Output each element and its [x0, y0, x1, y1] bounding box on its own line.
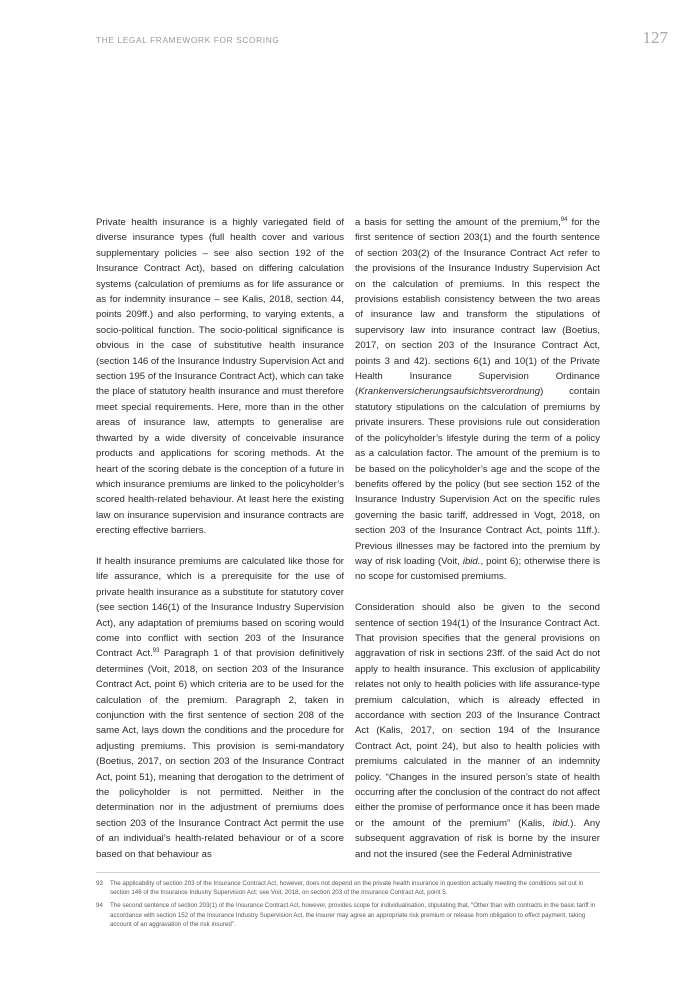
running-head: THE LEGAL FRAMEWORK FOR SCORING — [96, 35, 280, 45]
footnote-number: 94 — [96, 902, 103, 910]
paragraph — [355, 600, 600, 862]
text-run: for the first sentence of section 203(1) and the fourth sentence of section 203(2) of the Insurance Contract Act refer to the provisions of the Insurance Industry Supervision Act on the calculation of premiums. In this respect the provisions establish consistency between the two areas of insurance law and transform the stipulations of supervisory law into insurance contract law (Boetius, 2017, on section 203 of the Insurance Contract Act, points 3 and 42). sections 6(1) and 10(1) of the Private Health Insurance Supervision Ordinance ( — [355, 217, 600, 398]
text-run: If health insurance premiums are calculated like those for life assurance, which is a prerequisite for the use of private health insurance as a substitute for statutory cover (see section 146(1) of the Insurance Industry Supervision Act), any adaptation of premiums based on scoring would come into conflict with section 203 of the Insurance Contract Act. — [96, 555, 344, 660]
footnote-ref: 94 — [560, 216, 568, 223]
paragraph — [355, 215, 600, 585]
footnote-text: The second sentence of section 203(1) of the Insurance Contract Act, however, provides scope for individualisation, stipulating that, “Other than with contracts in the basic tariff in accordance with section 152 of the Insurance Industry Supervision Act, the insurer may agree an appropriate risk premium or release from obligation to effect payment, taking account of an aggravation of the risk insured”. — [110, 902, 596, 928]
paragraph: Private health insurance is a highly variegated field of diverse insurance types (full health cover and various supplementary policies – see also section 192 of the Insurance Contract Act), based on differing calculation systems (calculation of premiums as for life assurance or as for indemnity insurance – see Kalis, 2018, section 44, points 209ff.) and also performing, to varying extents, a socio-political function. The socio-political significance is obvious in the case of substitutive health insurance (section 146 of the Insurance Industry Supervision Act and section 195 of the Insurance Contract Act), which can take the place of statutory health insurance and must therefore meet special requirements. Here, more than in the other areas of insurance law, attempts to generalise are thwarted by a wide diversity of conceivable insurance products and applications for scoring methods. At the heart of the scoring debate is the conception of a future in which insurance premiums are linked to the policyholder’s scored health-related behaviour. At least here the existing law on insurance supervision and insurance contracts are erecting effective barriers. — [96, 217, 344, 537]
ordinance-title: Krankenversicherungsaufsichtsverordnung — [358, 386, 541, 398]
left-column — [96, 215, 344, 862]
footnote-text: The applicability of section 203 of the Insurance Contract Act, however, does not depend on the private health insurance in question actually meeting the conditions set out in section 146 of the Insurance Industry Supervision Act; see Voit, 2018, on section 203 of the Insurance Contract Act, point 5. — [110, 880, 584, 897]
footnote-divider — [96, 872, 600, 873]
footnote — [96, 879, 600, 897]
text-run: a basis for setting the amount of the premium, — [355, 217, 561, 228]
text-run: Consideration should also be given to the second sentence of section 194(1) of the Insurance Contract Act. That provision specifies that the general provisions on aggravation of risk in sections 23ff. of the said Act do not apply to health insurance. This exclusion of applicability relates not only to health policies with life assurance-type premium calculation, which is already effected in accordance with section 203 of the Insurance Contract Act (Kalis, 2017, on section 194 of the Insurance Contract Act, point 24), but also to health policies with premiums calculated in the manner of an indemnity policy. “Changes in the insured person’s state of health occurring after the conclusion of the contract do not affect either the promise of performance once it has been made or the amount of the premium” (Kalis, — [355, 602, 600, 829]
footnotes — [96, 879, 600, 933]
footnote-number: 93 — [96, 880, 103, 887]
footnote — [96, 901, 600, 929]
footnote-ref: 93 — [152, 648, 160, 655]
text-run: Paragraph 1 of that provision definitively determines (Voit, 2018, on section 203 of the Insurance Contract Act, point 6) which criteria are to be used for the calculation of the premium. Paragraph 2, taken in conjunction with the first sentence of section 208 of the same Act, lays down the conditions and the procedure for adjusting premiums. This provision is semi-mandatory (Boetius, 2017, on section 203 of the Insurance Contract Act, point 51), meaning that derogation to the detriment of the policyholder is not permitted. Neither in the determination nor in the adjustment of premiums does section 203 of the Insurance Contract Act permit the use of an individual’s health-related behaviour or of a score based on that behaviour as — [96, 648, 345, 860]
ibid-ref: ibid. — [462, 555, 481, 567]
text-run: ) contain statutory stipulations on the calculation of premiums by private insurers. These provisions rule out consideration of the policyholder’s lifestyle during the term of a policy as a calculation factor. The amount of the premium is to be based on the policyholder’s age and the scope of the benefits offered by the policy (but see section 152 of the Insurance Industry Supervision Act on the specific rules governing the basic tariff, addressed in Vogt, 2018, on section 203 of the Insurance Contract Act, points 11ff.). Previous illnesses may be factored into the premium by way of risk loading (Voit, — [355, 386, 600, 567]
paragraph — [96, 554, 344, 862]
right-column — [355, 215, 600, 862]
text-run: ). Any subsequent aggravation of risk is borne by the insurer and not the insured (see the Federal Administrative — [355, 817, 601, 860]
page-number: 127 — [642, 28, 668, 47]
ibid-ref: ibid. — [552, 817, 571, 829]
text-run: , point 6); otherwise there is no scope for customised premiums. — [355, 555, 600, 583]
